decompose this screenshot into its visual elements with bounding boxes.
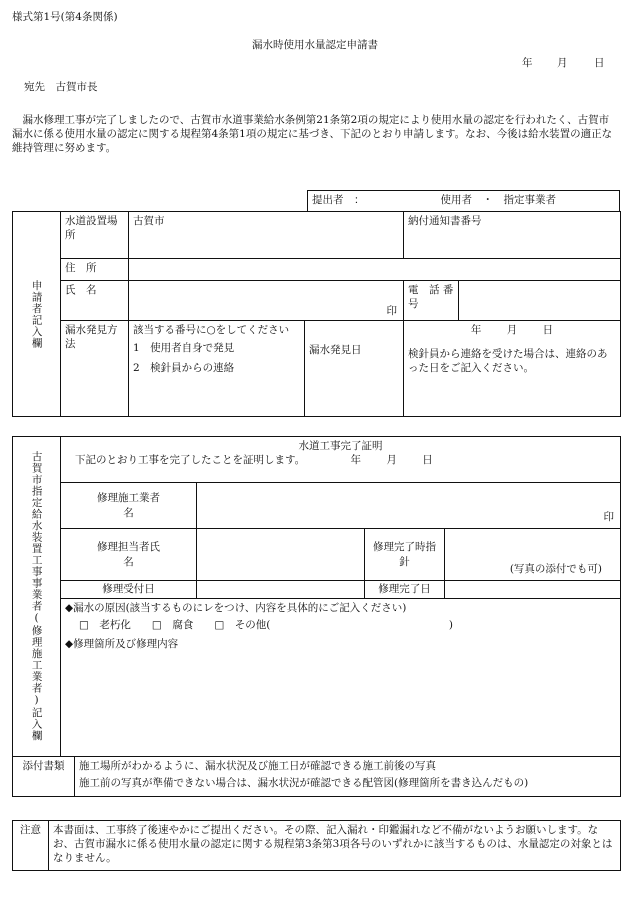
contractor-side-label: 古賀市指定給水装置工事事業者(修理施工業者)記入欄 [13, 437, 61, 757]
found-date-field[interactable] [404, 321, 621, 417]
name-field[interactable] [129, 281, 404, 321]
submitter-row [307, 190, 620, 211]
attachments-content [75, 757, 621, 797]
found-year-label: 年 [470, 324, 482, 336]
seal-mark: 印 [386, 304, 397, 317]
found-month-label: 月 [506, 324, 518, 336]
cert-month-label: 月 [386, 454, 397, 467]
phone-field[interactable] [459, 281, 621, 321]
applicant-side-label: 申請者記入欄 [13, 212, 61, 417]
cause-heading: ◆漏水の原因(該当するものにレをつけ、内容を具体的にご記入ください) [65, 602, 407, 614]
cause-options[interactable]: □ 老朽化 □ 腐食 □ その他( ) [79, 619, 453, 632]
location-label: 水道設置場所 [61, 212, 129, 259]
applicant-table [12, 211, 621, 417]
phone-label: 電 話 番 号 [404, 281, 459, 321]
date-day-label: 日 [594, 57, 605, 69]
photo-note: (写真の添付でも可) [509, 562, 603, 575]
location-field[interactable]: 古賀市 [129, 212, 404, 259]
completion-reading-label: 修理完了時指針 [365, 529, 445, 581]
found-day-label: 日 [542, 324, 554, 336]
method-label: 漏水発見方法 [61, 321, 129, 417]
meter-reader-note: 検針員から連絡を受けた場合は、連絡のあった日をご記入ください。 [408, 348, 608, 375]
method-option-1[interactable]: 1 使用者自身で発見 [133, 342, 235, 355]
done-date-field[interactable] [445, 581, 621, 599]
notice-table [12, 820, 621, 871]
attachments-line-2: 施工前の写真が準備できない場合は、漏水状況が確認できる配管図(修理箇所を書き込んだもの) [79, 777, 529, 790]
completion-reading-field[interactable] [445, 529, 621, 581]
address-label: 住 所 [61, 259, 129, 281]
form-number: 様式第1号(第4条関係) [12, 11, 118, 23]
date-year-label: 年 [522, 57, 533, 69]
address-field[interactable] [129, 259, 621, 281]
method-field[interactable] [129, 321, 305, 417]
person-field[interactable] [197, 529, 365, 581]
method-instruction: 該当する番号に○をしてください [133, 324, 290, 336]
contractor-table [12, 436, 621, 757]
name-label: 氏 名 [61, 281, 129, 321]
certificate-text: 下記のとおり工事を完了したことを証明します。 [75, 454, 306, 467]
cert-year-label: 年 [350, 454, 362, 467]
submitter-label: 提出者 ： [312, 194, 365, 206]
repair-heading: ◆修理箇所及び修理内容 [65, 637, 179, 650]
cert-day-label: 日 [422, 454, 433, 467]
attachments-line-1: 施工場所がわかるように、漏水状況及び施工日が確認できる施工前後の写真 [79, 760, 436, 772]
notice-label: 注意 [13, 821, 49, 871]
company-seal-mark: 印 [603, 510, 615, 523]
date-month-label: 月 [557, 57, 568, 69]
addressee: 宛先 古賀市長 [24, 81, 98, 93]
notice-text: 本書面は、工事終了後速やかにご提出ください。その際、記入漏れ・印鑑漏れなど不備がないようお願いします。なお、古賀市漏水に係る使用水量の認定に関する規程第3条第3項各号のいずれかに該当するものは、水量認定の対象とはなりません。 [49, 821, 621, 871]
submitter-cell[interactable] [308, 191, 620, 211]
certificate-header [61, 437, 621, 483]
company-field[interactable] [197, 483, 621, 529]
method-option-2[interactable]: 2 検針員からの連絡 [133, 362, 235, 375]
company-label: 修理施工業者名 [61, 483, 197, 529]
attachments-label: 添付書類 [13, 757, 75, 797]
done-date-label: 修理完了日 [365, 581, 445, 599]
attachments-table [12, 756, 621, 797]
certificate-title: 水道工事完了証明 [298, 440, 383, 452]
repair-section[interactable] [61, 635, 621, 757]
intro-paragraph: 漏水修理工事が完了しましたので、古賀市水道事業給水条例第21条第2項の規定により使用水量の認定を行われたく、古賀市漏水に係る使用水量の認定に関する規程第4条第1項の規定に基づき、下記のとおり申請します。なお、今後は給水装置の適正な維持管理に努めます。 [12, 114, 613, 155]
submitter-options: 使用者 ・ 指定事業者 [440, 194, 556, 206]
accept-date-label: 修理受付日 [61, 581, 197, 599]
person-label: 修理担当者氏名 [61, 529, 197, 581]
cause-section [61, 599, 621, 635]
form-title: 漏水時使用水量認定申請書 [252, 39, 378, 51]
found-date-label: 漏水発見日 [305, 321, 404, 417]
accept-date-field[interactable] [197, 581, 365, 599]
notice-number-field[interactable]: 納付通知書番号 [404, 212, 621, 259]
